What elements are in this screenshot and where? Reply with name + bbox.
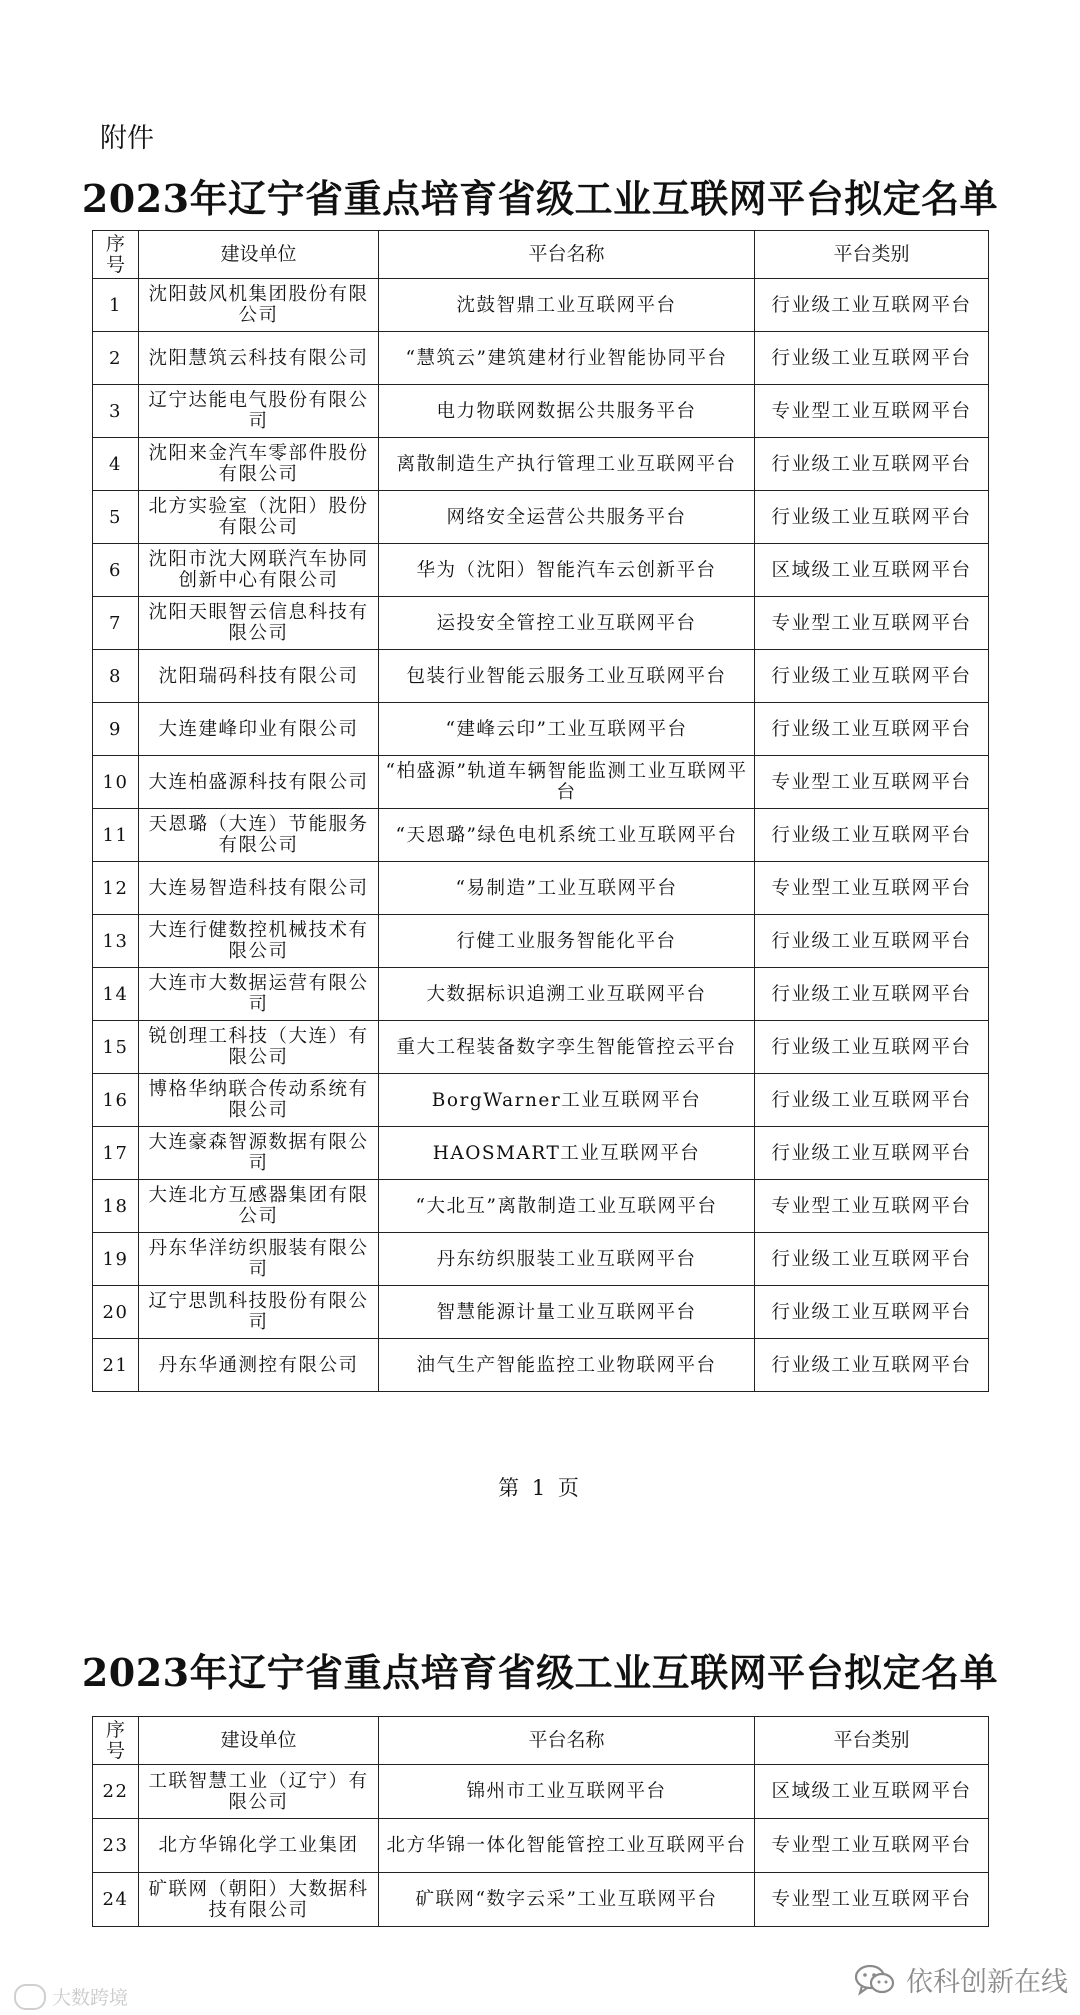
table-body-page-1 xyxy=(93,279,989,1392)
row-number: 22 xyxy=(93,1765,139,1819)
row-number: 3 xyxy=(93,385,139,438)
header-unit: 建设单位 xyxy=(139,231,379,279)
row-number: 14 xyxy=(93,968,139,1021)
platform-name: 矿联网“数字云采”工业互联网平台 xyxy=(379,1873,755,1927)
row-number: 2 xyxy=(93,332,139,385)
platform-name: 运投安全管控工业互联网平台 xyxy=(379,597,755,650)
platform-category: 行业级工业互联网平台 xyxy=(755,279,989,332)
construction-unit: 矿联网（朝阳）大数据科技有限公司 xyxy=(139,1873,379,1927)
table-row xyxy=(93,862,989,915)
construction-unit: 沈阳市沈大网联汽车协同创新中心有限公司 xyxy=(139,544,379,597)
construction-unit: 辽宁达能电气股份有限公司 xyxy=(139,385,379,438)
platform-name: “易制造”工业互联网平台 xyxy=(379,862,755,915)
platform-name: 油气生产智能监控工业物联网平台 xyxy=(379,1339,755,1392)
platform-name: 网络安全运营公共服务平台 xyxy=(379,491,755,544)
construction-unit: 沈阳来金汽车零部件股份有限公司 xyxy=(139,438,379,491)
watermark-left-text: 大数跨境 xyxy=(52,1987,129,2009)
table-header-row xyxy=(93,1717,989,1765)
table-row xyxy=(93,332,989,385)
platform-category: 行业级工业互联网平台 xyxy=(755,703,989,756)
construction-unit: 北方华锦化学工业集团 xyxy=(139,1819,379,1873)
platform-category: 行业级工业互联网平台 xyxy=(755,650,989,703)
table-row xyxy=(93,809,989,862)
platform-name: 丹东纺织服装工业互联网平台 xyxy=(379,1233,755,1286)
table-row xyxy=(93,703,989,756)
table-row xyxy=(93,491,989,544)
platform-category: 行业级工业互联网平台 xyxy=(755,1074,989,1127)
table-row xyxy=(93,544,989,597)
wechat-icon xyxy=(854,1963,896,1997)
platform-name: 离散制造生产执行管理工业互联网平台 xyxy=(379,438,755,491)
table-body-page-2 xyxy=(93,1765,989,1927)
platform-category: 专业型工业互联网平台 xyxy=(755,1180,989,1233)
platform-list-table-page-2 xyxy=(92,1716,989,1927)
row-number: 1 xyxy=(93,279,139,332)
row-number: 12 xyxy=(93,862,139,915)
construction-unit: 大连柏盛源科技有限公司 xyxy=(139,756,379,809)
platform-name: 行健工业服务智能化平台 xyxy=(379,915,755,968)
row-number: 24 xyxy=(93,1873,139,1927)
table-row xyxy=(93,385,989,438)
construction-unit: 大连行健数控机械技术有限公司 xyxy=(139,915,379,968)
header-no: 序号 xyxy=(93,231,139,279)
table-row xyxy=(93,1074,989,1127)
row-number: 16 xyxy=(93,1074,139,1127)
construction-unit: 大连北方互感器集团有限公司 xyxy=(139,1180,379,1233)
header-unit: 建设单位 xyxy=(139,1717,379,1765)
platform-name: 大数据标识追溯工业互联网平台 xyxy=(379,968,755,1021)
header-category: 平台类别 xyxy=(755,1717,989,1765)
platform-category: 区域级工业互联网平台 xyxy=(755,1765,989,1819)
row-number: 10 xyxy=(93,756,139,809)
construction-unit: 沈阳鼓风机集团股份有限公司 xyxy=(139,279,379,332)
construction-unit: 大连易智造科技有限公司 xyxy=(139,862,379,915)
platform-category: 专业型工业互联网平台 xyxy=(755,756,989,809)
construction-unit: 沈阳瑞码科技有限公司 xyxy=(139,650,379,703)
platform-category: 行业级工业互联网平台 xyxy=(755,1021,989,1074)
construction-unit: 北方实验室（沈阳）股份有限公司 xyxy=(139,491,379,544)
document-title: 2023年辽宁省重点培育省级工业互联网平台拟定名单 xyxy=(81,176,999,221)
header-category: 平台类别 xyxy=(755,231,989,279)
row-number: 5 xyxy=(93,491,139,544)
construction-unit: 辽宁思凯科技股份有限公司 xyxy=(139,1286,379,1339)
document-title-page-2: 2023年辽宁省重点培育省级工业互联网平台拟定名单 xyxy=(81,1650,999,1695)
row-number: 13 xyxy=(93,915,139,968)
platform-category: 行业级工业互联网平台 xyxy=(755,809,989,862)
platform-category: 行业级工业互联网平台 xyxy=(755,1233,989,1286)
table-row xyxy=(93,1873,989,1927)
row-number: 18 xyxy=(93,1180,139,1233)
row-number: 15 xyxy=(93,1021,139,1074)
platform-name: “柏盛源”轨道车辆智能监测工业互联网平台 xyxy=(379,756,755,809)
platform-name: 华为（沈阳）智能汽车云创新平台 xyxy=(379,544,755,597)
table-row xyxy=(93,597,989,650)
platform-name: 沈鼓智鼎工业互联网平台 xyxy=(379,279,755,332)
table-row xyxy=(93,1339,989,1392)
platform-name: “建峰云印”工业互联网平台 xyxy=(379,703,755,756)
table-row xyxy=(93,1819,989,1873)
table-row xyxy=(93,1021,989,1074)
platform-name: BorgWarner工业互联网平台 xyxy=(379,1074,755,1127)
platform-category: 专业型工业互联网平台 xyxy=(755,597,989,650)
k-logo-icon xyxy=(14,1984,46,2010)
construction-unit: 锐创理工科技（大连）有限公司 xyxy=(139,1021,379,1074)
table-row xyxy=(93,438,989,491)
attachment-label: 附件 xyxy=(100,123,154,154)
watermark-right xyxy=(854,1960,1068,1999)
platform-name: “大北互”离散制造工业互联网平台 xyxy=(379,1180,755,1233)
row-number: 23 xyxy=(93,1819,139,1873)
row-number: 20 xyxy=(93,1286,139,1339)
platform-name: 电力物联网数据公共服务平台 xyxy=(379,385,755,438)
table-header-row xyxy=(93,231,989,279)
construction-unit: 沈阳慧筑云科技有限公司 xyxy=(139,332,379,385)
watermark-right-text: 依科创新在线 xyxy=(906,1967,1068,1998)
watermark-left xyxy=(14,1983,128,2010)
construction-unit: 工联智慧工业（辽宁）有限公司 xyxy=(139,1765,379,1819)
platform-category: 区域级工业互联网平台 xyxy=(755,544,989,597)
row-number: 7 xyxy=(93,597,139,650)
table-row xyxy=(93,1765,989,1819)
platform-category: 行业级工业互联网平台 xyxy=(755,438,989,491)
construction-unit: 大连市大数据运营有限公司 xyxy=(139,968,379,1021)
table-row xyxy=(93,650,989,703)
table-row xyxy=(93,1127,989,1180)
construction-unit: 沈阳天眼智云信息科技有限公司 xyxy=(139,597,379,650)
row-number: 17 xyxy=(93,1127,139,1180)
header-no: 序号 xyxy=(93,1717,139,1765)
table-row xyxy=(93,968,989,1021)
construction-unit: 天恩璐（大连）节能服务有限公司 xyxy=(139,809,379,862)
platform-category: 行业级工业互联网平台 xyxy=(755,1127,989,1180)
platform-category: 专业型工业互联网平台 xyxy=(755,1873,989,1927)
table-row xyxy=(93,1286,989,1339)
header-platform: 平台名称 xyxy=(379,231,755,279)
table-row xyxy=(93,279,989,332)
header-platform: 平台名称 xyxy=(379,1717,755,1765)
platform-category: 行业级工业互联网平台 xyxy=(755,491,989,544)
platform-category: 行业级工业互联网平台 xyxy=(755,1339,989,1392)
platform-name: HAOSMART工业互联网平台 xyxy=(379,1127,755,1180)
row-number: 21 xyxy=(93,1339,139,1392)
row-number: 11 xyxy=(93,809,139,862)
platform-category: 行业级工业互联网平台 xyxy=(755,1286,989,1339)
platform-name: 智慧能源计量工业互联网平台 xyxy=(379,1286,755,1339)
table-row xyxy=(93,1233,989,1286)
platform-name: 锦州市工业互联网平台 xyxy=(379,1765,755,1819)
construction-unit: 大连豪森智源数据有限公司 xyxy=(139,1127,379,1180)
platform-name: “天恩璐”绿色电机系统工业互联网平台 xyxy=(379,809,755,862)
platform-category: 行业级工业互联网平台 xyxy=(755,968,989,1021)
platform-category: 行业级工业互联网平台 xyxy=(755,332,989,385)
table-row xyxy=(93,915,989,968)
construction-unit: 大连建峰印业有限公司 xyxy=(139,703,379,756)
platform-category: 专业型工业互联网平台 xyxy=(755,385,989,438)
platform-category: 专业型工业互联网平台 xyxy=(755,862,989,915)
row-number: 6 xyxy=(93,544,139,597)
construction-unit: 博格华纳联合传动系统有限公司 xyxy=(139,1074,379,1127)
construction-unit: 丹东华通测控有限公司 xyxy=(139,1339,379,1392)
platform-name: “慧筑云”建筑建材行业智能协同平台 xyxy=(379,332,755,385)
platform-name: 重大工程装备数字孪生智能管控云平台 xyxy=(379,1021,755,1074)
row-number: 19 xyxy=(93,1233,139,1286)
row-number: 9 xyxy=(93,703,139,756)
platform-list-table-page-1 xyxy=(92,230,989,1392)
page-number: 第 1 页 xyxy=(498,1476,582,1500)
row-number: 4 xyxy=(93,438,139,491)
platform-category: 行业级工业互联网平台 xyxy=(755,915,989,968)
construction-unit: 丹东华洋纺织服装有限公司 xyxy=(139,1233,379,1286)
table-row xyxy=(93,756,989,809)
platform-category: 专业型工业互联网平台 xyxy=(755,1819,989,1873)
row-number: 8 xyxy=(93,650,139,703)
platform-name: 包装行业智能云服务工业互联网平台 xyxy=(379,650,755,703)
platform-name: 北方华锦一体化智能管控工业互联网平台 xyxy=(379,1819,755,1873)
table-row xyxy=(93,1180,989,1233)
